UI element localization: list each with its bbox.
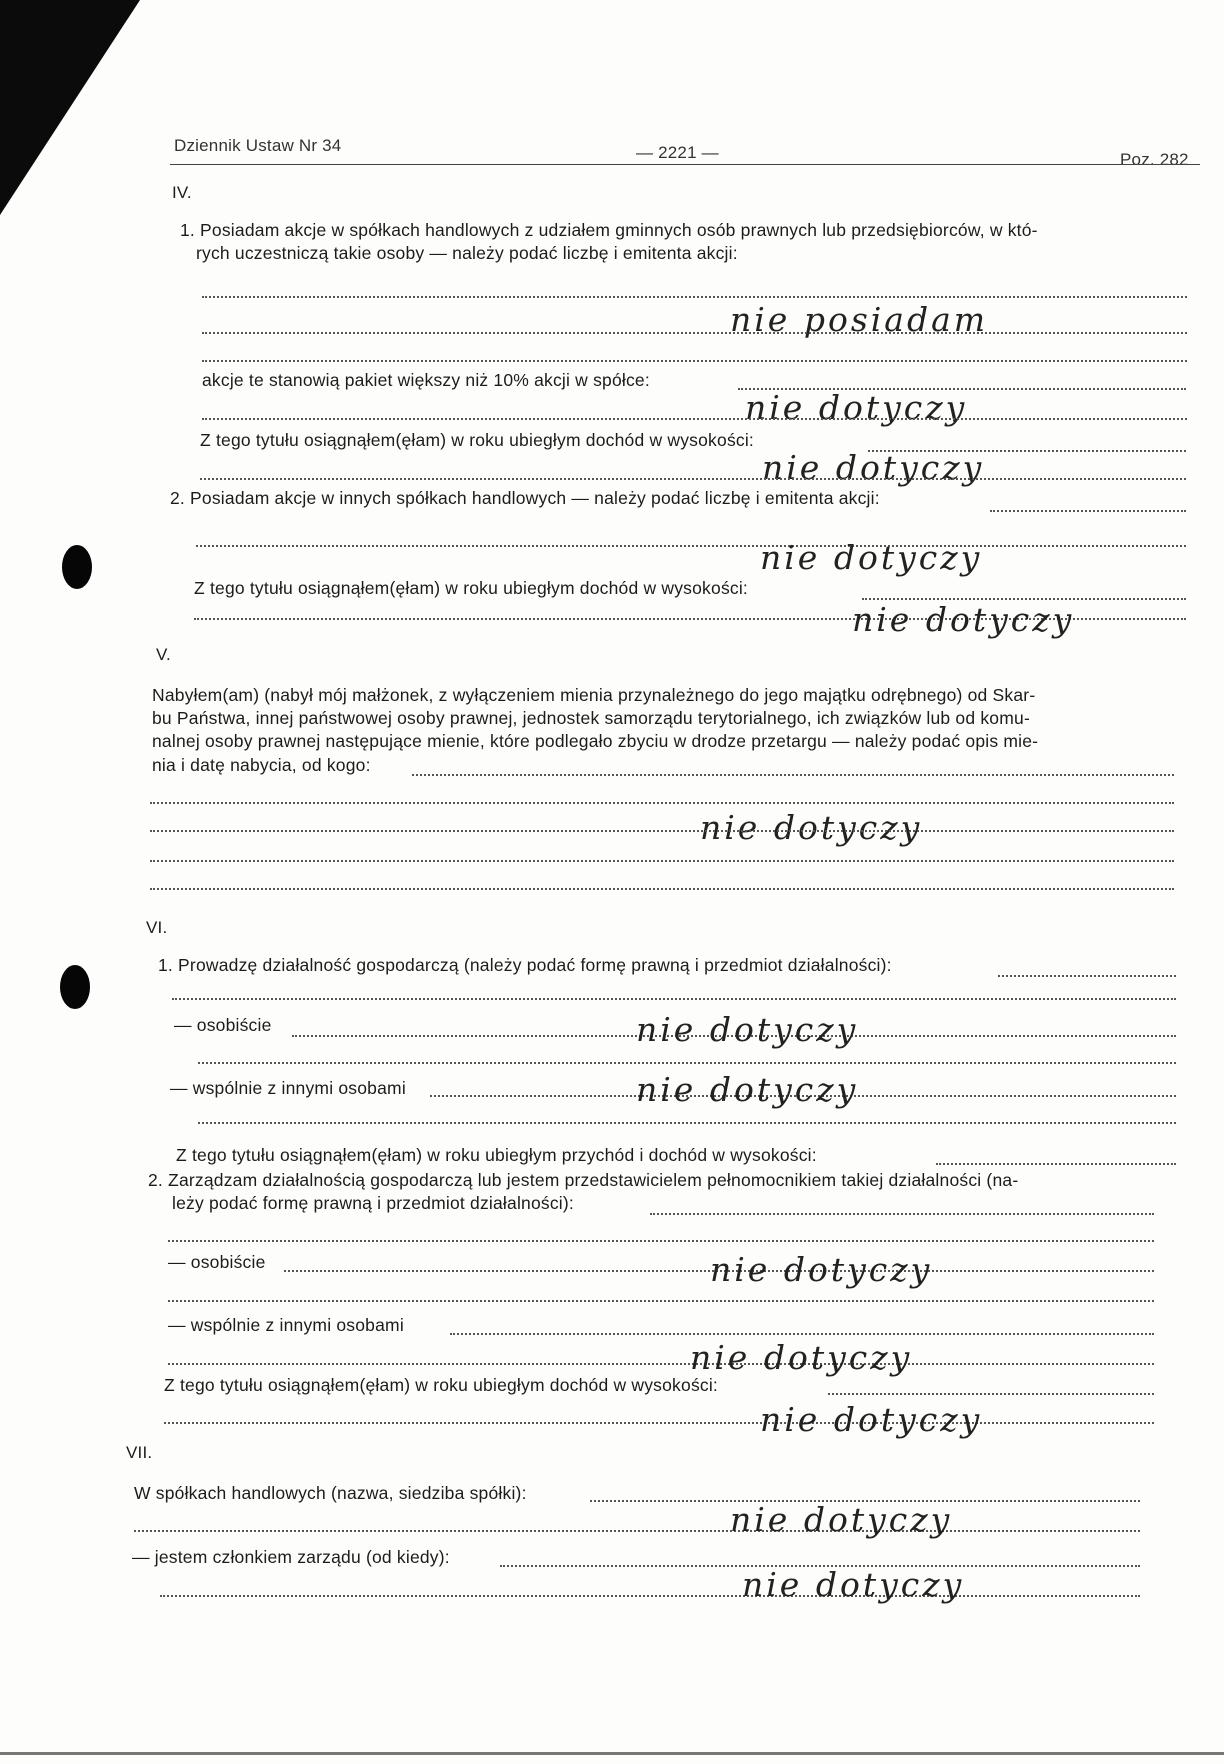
s4-q1-line2: rych uczestniczą takie osoby — należy podać liczbę i emitenta akcji: xyxy=(196,243,738,263)
s4-q1-line1: 1. Posiadam akcje w spółkach handlowych z udziałem gminnych osób prawnych lub przedsiębiorców, w któ- xyxy=(180,220,1038,240)
answer-line xyxy=(202,360,1187,362)
punch-hole xyxy=(62,545,92,589)
answer-line xyxy=(134,1530,1140,1532)
s6-q1: 1. Prowadzę działalność gospodarczą (należy podać formę prawną i przedmiot działalności): xyxy=(158,955,892,975)
s4-q2: 2. Posiadam akcje w innych spółkach handlowych — należy podać liczbę i emitenta akcji: xyxy=(170,488,880,508)
answer-line xyxy=(172,998,1176,1000)
handwritten-answer: nie dotyczy xyxy=(636,1070,859,1109)
handwritten-answer: nie dotyczy xyxy=(690,1338,913,1377)
s6-q2-line2: leży podać formę prawną i przedmiot działalności): xyxy=(172,1193,574,1213)
answer-line xyxy=(650,1213,1154,1215)
handwritten-answer: nie posiadam xyxy=(730,300,989,339)
answer-line xyxy=(168,1363,1154,1365)
s6-q2-joint-label: — wspólnie z innymi osobami xyxy=(168,1315,404,1335)
answer-line xyxy=(150,802,1174,804)
answer-line xyxy=(200,478,1186,480)
position-number: Poz. 282 xyxy=(1120,150,1189,169)
section-vi-label: VI. xyxy=(146,918,168,937)
s5-line2: bu Państwa, innej państwowej osoby prawnej, jednostek samorządu terytorialnego, ich związków lub od komu- xyxy=(152,708,1030,728)
s6-q1-joint-label: — wspólnie z innymi osobami xyxy=(170,1078,406,1098)
answer-line xyxy=(202,296,1187,298)
handwritten-answer: nie dotyczy xyxy=(762,448,985,487)
answer-line xyxy=(150,830,1174,832)
s5-line1: Nabyłem(am) (nabył mój małżonek, z wyłączeniem mienia przynależnego do jego majątku odrębnego) od Skar- xyxy=(152,685,1036,705)
answer-line xyxy=(412,774,1174,776)
section-vii-label: VII. xyxy=(126,1443,153,1462)
s5-line4: nia i datę nabycia, od kogo: xyxy=(152,755,371,775)
handwritten-answer: nie dotyczy xyxy=(760,1400,983,1439)
answer-line xyxy=(164,1422,1154,1424)
scan-corner-shadow xyxy=(0,0,140,215)
s6-q2-personal-label: — osobiście xyxy=(168,1252,266,1272)
punch-hole xyxy=(60,965,90,1009)
section-v-label: V. xyxy=(156,645,171,664)
s4-q1-packet: akcje te stanowią pakiet większy niż 10% akcji w spółce: xyxy=(202,370,650,390)
s6-q2-line1: 2. Zarządzam działalnością gospodarczą lub jestem przedstawicielem pełnomocnikiem takiej działalności (na- xyxy=(148,1170,1019,1190)
answer-line xyxy=(168,1300,1154,1302)
s6-q2-income: Z tego tytułu osiągnąłem(ęłam) w roku ubiegłym dochód w wysokości: xyxy=(164,1375,718,1395)
s6-q1-personal-label: — osobiście xyxy=(174,1015,272,1035)
answer-line xyxy=(990,510,1186,512)
section-iv-label: IV. xyxy=(172,183,192,202)
answer-line xyxy=(198,1122,1176,1124)
answer-line xyxy=(160,1595,1140,1597)
s7-board: — jestem członkiem zarządu (od kiedy): xyxy=(132,1547,450,1567)
handwritten-answer: nie dotyczy xyxy=(745,388,968,427)
s5-line3: nalnej osoby prawnej następujące mienie, które podlegało zbyciu w drodze przetargu — należy podać opis mie- xyxy=(152,731,1039,751)
page-number: — 2221 — xyxy=(636,143,719,162)
scan-edge xyxy=(0,1752,1224,1755)
header-rule xyxy=(170,164,1200,165)
answer-line xyxy=(936,1163,1176,1165)
answer-line xyxy=(450,1333,1154,1335)
handwritten-answer: nie dotyczy xyxy=(742,1565,965,1604)
handwritten-answer: nie dotyczy xyxy=(760,538,983,577)
handwritten-answer: nie dotyczy xyxy=(730,1500,953,1539)
answer-line xyxy=(150,888,1174,890)
answer-line xyxy=(150,860,1174,862)
s4-q2-income: Z tego tytułu osiągnąłem(ęłam) w roku ubiegłym dochód w wysokości: xyxy=(194,578,748,598)
answer-line xyxy=(202,332,1187,334)
handwritten-answer: nie dotyczy xyxy=(710,1250,933,1289)
answer-line xyxy=(998,975,1176,977)
s6-q1-income: Z tego tytułu osiągnąłem(ęłam) w roku ubiegłym przychód i dochód w wysokości: xyxy=(176,1145,817,1165)
handwritten-answer: nie dotyczy xyxy=(700,808,923,847)
handwritten-answer: nie dotyczy xyxy=(636,1010,859,1049)
answer-line xyxy=(828,1393,1154,1395)
handwritten-answer: nie dotyczy xyxy=(852,600,1075,639)
answer-line xyxy=(196,545,1186,547)
journal-title: Dziennik Ustaw Nr 34 xyxy=(174,136,342,155)
s7-companies: W spółkach handlowych (nazwa, siedziba spółki): xyxy=(134,1483,527,1503)
answer-line xyxy=(202,418,1187,420)
answer-line xyxy=(198,1062,1176,1064)
answer-line xyxy=(168,1240,1154,1242)
s4-q1-income: Z tego tytułu osiągnąłem(ęłam) w roku ubiegłym dochód w wysokości: xyxy=(200,430,754,450)
